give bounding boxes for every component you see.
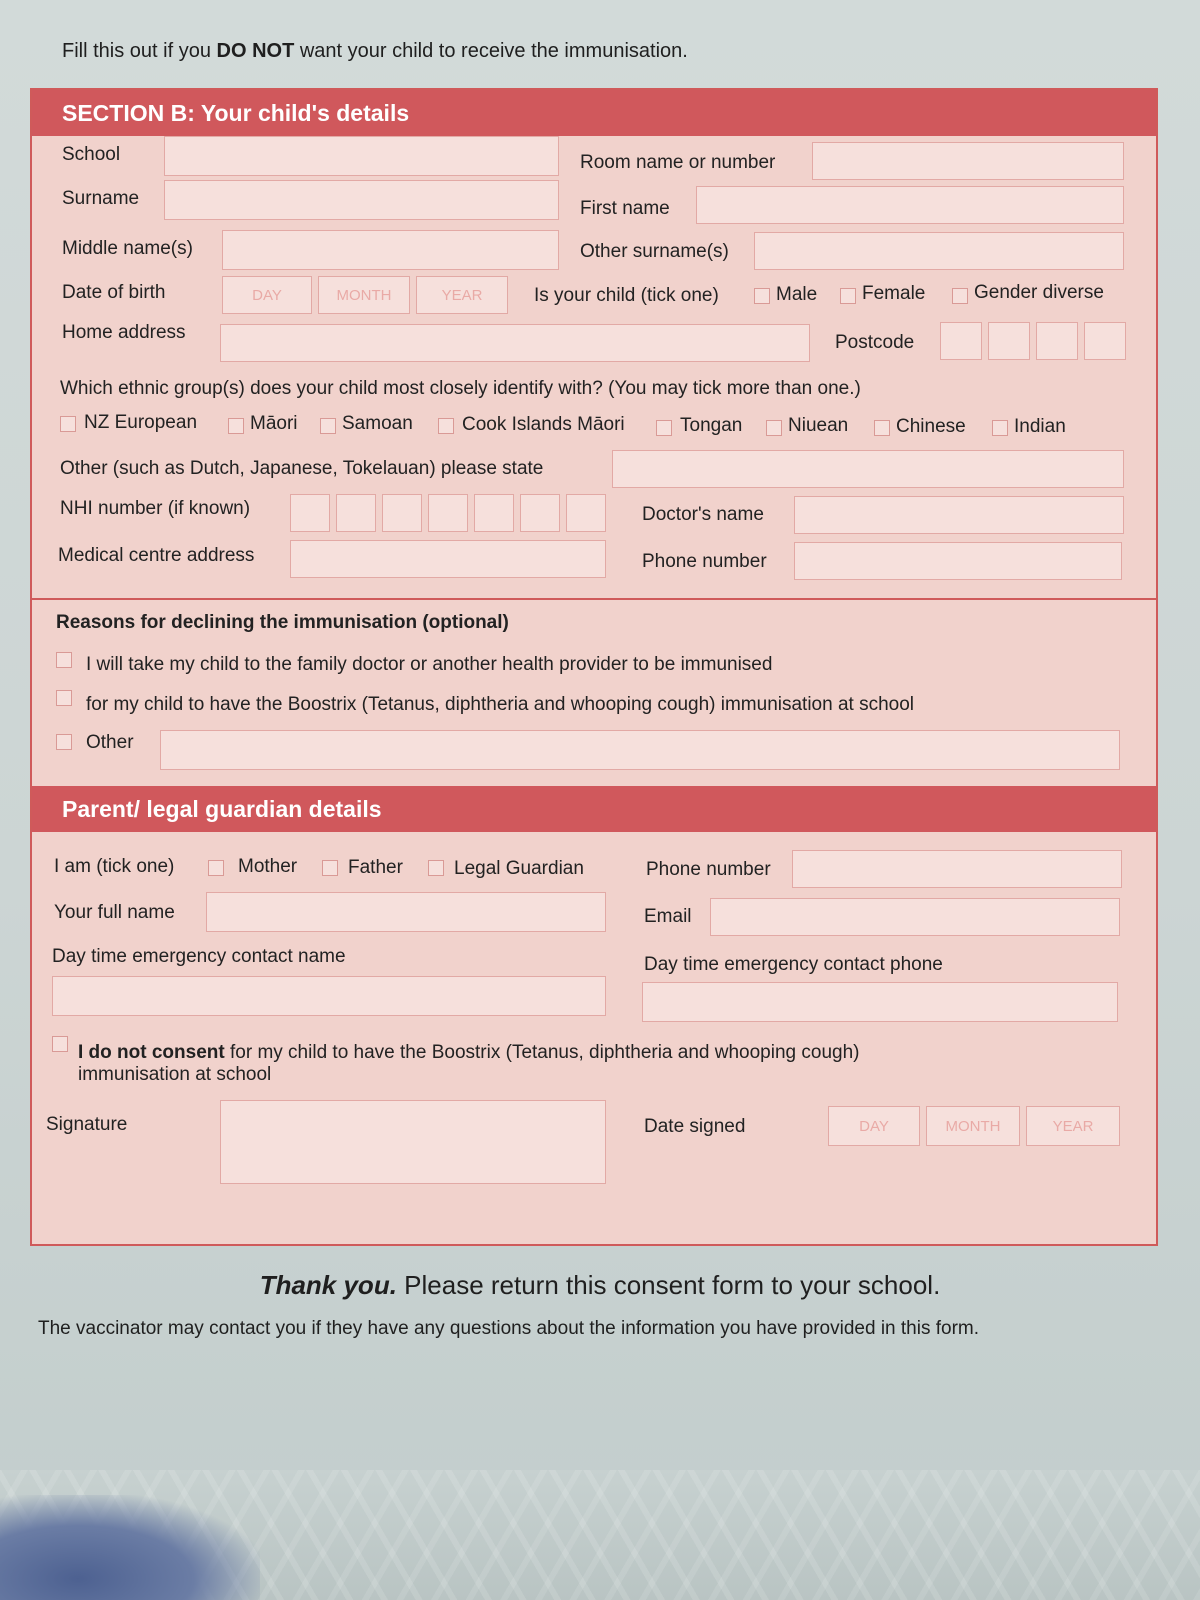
- email-input[interactable]: [710, 898, 1120, 936]
- relationship-guardian-label: Legal Guardian: [454, 858, 584, 879]
- emergency-phone-input[interactable]: [642, 982, 1118, 1022]
- gender-diverse-checkbox[interactable]: [952, 288, 968, 304]
- nhi-char-2[interactable]: [336, 494, 376, 532]
- nhi-char-3[interactable]: [382, 494, 422, 532]
- nhi-char-7[interactable]: [566, 494, 606, 532]
- ethnic-niuean-checkbox[interactable]: [766, 420, 782, 436]
- dob-day-input[interactable]: DAY: [222, 276, 312, 314]
- thank-you-message: Thank you. Please return this consent form to your school.: [259, 1270, 941, 1300]
- medical-centre-label: Medical centre address: [58, 545, 255, 566]
- ethnic-tongan-label: Tongan: [680, 415, 743, 436]
- guardian-header: Parent/ legal guardian details: [32, 786, 1156, 832]
- postcode-label: Postcode: [835, 332, 915, 353]
- ethnic-maori-checkbox[interactable]: [228, 418, 244, 434]
- relationship-mother-label: Mother: [238, 856, 298, 877]
- gender-male-checkbox[interactable]: [754, 288, 770, 304]
- ethnic-maori-label: Māori: [250, 413, 298, 434]
- intro-text: Fill this out if you DO NOT want your child to receive the immunisation.: [62, 40, 688, 62]
- postcode-digit-4[interactable]: [1084, 322, 1126, 360]
- relationship-father-label: Father: [348, 857, 403, 878]
- gender-diverse-label: Gender diverse: [974, 282, 1104, 303]
- date-signed-day[interactable]: DAY: [828, 1106, 920, 1146]
- ethnic-other-input[interactable]: [612, 450, 1124, 488]
- middle-names-label: Middle name(s): [62, 238, 193, 259]
- ethnic-niuean-label: Niuean: [788, 415, 849, 436]
- ethnic-chinese-checkbox[interactable]: [874, 420, 890, 436]
- school-label: School: [62, 144, 121, 165]
- postcode-digit-1[interactable]: [940, 322, 982, 360]
- ethnic-nz-european-label: NZ European: [84, 412, 198, 433]
- postcode-digit-3[interactable]: [1036, 322, 1078, 360]
- ethnic-indian-checkbox[interactable]: [992, 420, 1008, 436]
- reason-doctor-checkbox[interactable]: [56, 652, 72, 668]
- relationship-guardian-checkbox[interactable]: [428, 860, 444, 876]
- reasons-title: Reasons for declining the immunisation (optional): [56, 612, 509, 633]
- room-label: Room name or number: [580, 152, 776, 173]
- relationship-mother-checkbox[interactable]: [208, 860, 224, 876]
- ethnic-nz-european-checkbox[interactable]: [60, 416, 76, 432]
- ethnic-chinese-label: Chinese: [896, 416, 966, 437]
- reason-doctor-label: I will take my child to the family doctor or another health provider to be immunised: [86, 654, 773, 675]
- relationship-label: I am (tick one): [54, 856, 175, 877]
- consent-form: [30, 88, 1158, 1246]
- medical-centre-input[interactable]: [290, 540, 606, 578]
- section-b-header: SECTION B: Your child's details: [32, 90, 1156, 136]
- full-name-input[interactable]: [206, 892, 606, 932]
- other-surnames-input[interactable]: [754, 232, 1124, 270]
- gender-question-label: Is your child (tick one): [534, 285, 719, 306]
- guardian-phone-label: Phone number: [646, 859, 771, 880]
- gender-female-checkbox[interactable]: [840, 288, 856, 304]
- full-name-label: Your full name: [54, 902, 175, 923]
- surname-label: Surname: [62, 188, 140, 209]
- no-consent-checkbox[interactable]: [52, 1036, 68, 1052]
- ethnic-samoan-checkbox[interactable]: [320, 418, 336, 434]
- signature-box[interactable]: [220, 1100, 606, 1184]
- ethnic-tongan-checkbox[interactable]: [656, 420, 672, 436]
- ethnic-other-label: Other (such as Dutch, Japanese, Tokelauan) please state: [60, 458, 544, 479]
- gender-male-label: Male: [776, 284, 818, 305]
- reason-other-label: Other: [86, 732, 134, 753]
- emergency-name-input[interactable]: [52, 976, 606, 1016]
- home-address-input[interactable]: [220, 324, 810, 362]
- nhi-char-5[interactable]: [474, 494, 514, 532]
- no-consent-text: I do not consent for my child to have the Boostrix (Tetanus, diphtheria and whooping cough): [78, 1042, 860, 1063]
- medical-phone-input[interactable]: [794, 542, 1122, 580]
- surname-input[interactable]: [164, 180, 559, 220]
- relationship-father-checkbox[interactable]: [322, 860, 338, 876]
- email-label: Email: [644, 906, 692, 927]
- emergency-name-label: Day time emergency contact name: [52, 946, 346, 967]
- vaccinator-note: The vaccinator may contact you if they have any questions about the information you have provided in this form.: [38, 1318, 980, 1339]
- middle-names-input[interactable]: [222, 230, 559, 270]
- ethnic-question: Which ethnic group(s) does your child most closely identify with? (You may tick more than one.): [60, 378, 861, 399]
- room-input[interactable]: [812, 142, 1124, 180]
- dob-month-input[interactable]: MONTH: [318, 276, 410, 314]
- postcode-digit-2[interactable]: [988, 322, 1030, 360]
- dob-year-input[interactable]: YEAR: [416, 276, 508, 314]
- gender-female-label: Female: [862, 283, 926, 304]
- doctor-label: Doctor's name: [642, 504, 764, 525]
- home-address-label: Home address: [62, 322, 186, 343]
- nhi-char-4[interactable]: [428, 494, 468, 532]
- emergency-phone-label: Day time emergency contact phone: [644, 954, 943, 975]
- reason-other-input[interactable]: [160, 730, 1120, 770]
- nhi-char-6[interactable]: [520, 494, 560, 532]
- nhi-char-1[interactable]: [290, 494, 330, 532]
- dob-label: Date of birth: [62, 282, 166, 303]
- decorative-shadow: [0, 1495, 260, 1600]
- date-signed-label: Date signed: [644, 1116, 746, 1137]
- first-name-label: First name: [580, 198, 670, 219]
- signature-label: Signature: [46, 1114, 128, 1135]
- ethnic-samoan-label: Samoan: [342, 413, 413, 434]
- school-input[interactable]: [164, 136, 559, 176]
- guardian-phone-input[interactable]: [792, 850, 1122, 888]
- no-consent-text-line2: immunisation at school: [78, 1064, 272, 1085]
- ethnic-cook-islands-checkbox[interactable]: [438, 418, 454, 434]
- first-name-input[interactable]: [696, 186, 1124, 224]
- medical-phone-label: Phone number: [642, 551, 767, 572]
- date-signed-year[interactable]: YEAR: [1026, 1106, 1120, 1146]
- doctor-input[interactable]: [794, 496, 1124, 534]
- reason-boostrix-checkbox[interactable]: [56, 690, 72, 706]
- date-signed-month[interactable]: MONTH: [926, 1106, 1020, 1146]
- divider: [32, 598, 1156, 600]
- nhi-label: NHI number (if known): [60, 498, 251, 519]
- other-surnames-label: Other surname(s): [580, 241, 729, 262]
- reason-other-checkbox[interactable]: [56, 734, 72, 750]
- reason-boostrix-label: for my child to have the Boostrix (Tetanus, diphtheria and whooping cough) immunisation at school: [86, 694, 915, 715]
- ethnic-cook-islands-label: Cook Islands Māori: [462, 414, 625, 435]
- ethnic-indian-label: Indian: [1014, 416, 1066, 437]
